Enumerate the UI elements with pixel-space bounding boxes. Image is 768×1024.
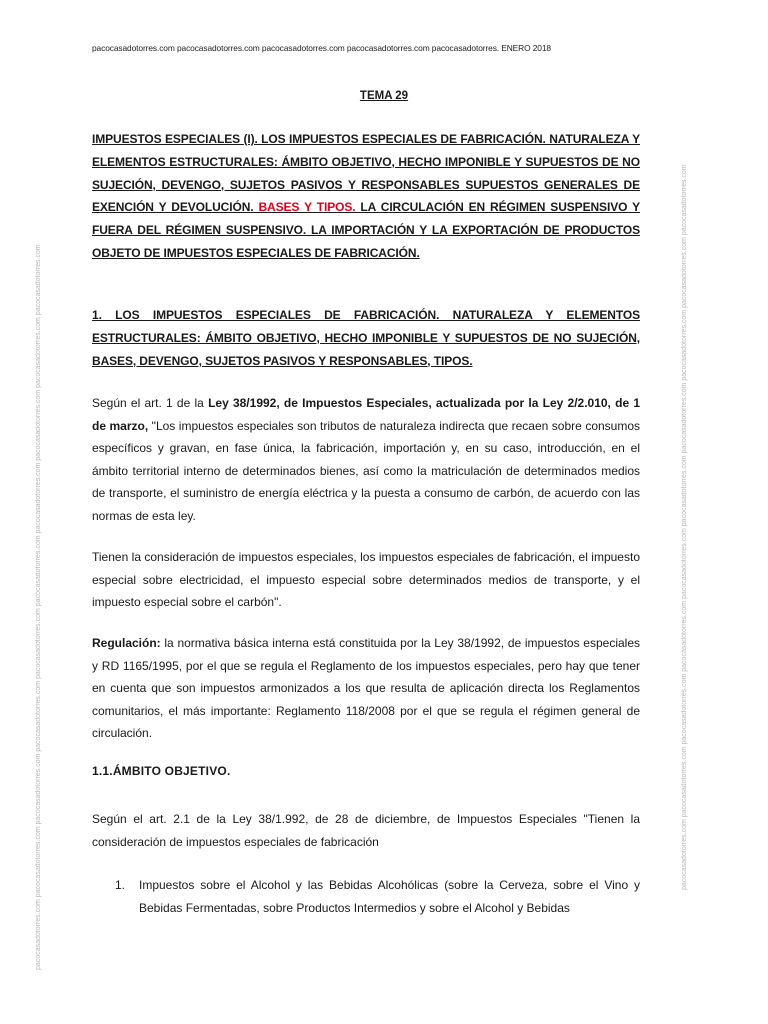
- section-1-1-paragraph-1: Según el art. 2.1 de la Ley 38/1.992, de 28 de diciembre, de Impuestos Especiales "Tienen la consideración de impuestos especiales de fabricación: [92, 812, 640, 849]
- section-1-heading: 1. LOS IMPUESTOS ESPECIALES DE FABRICACIÓN. NATURALEZA Y ELEMENTOS ESTRUCTURALES: ÁMBITO OBJETIVO, HECHO IMPONIBLE Y SUPUESTOS DE NO SUJECIÓN, BASES, DEVENGO, SUJETOS PASIVOS Y RESPONSABLES, TIPOS.: [92, 308, 640, 368]
- topic-title-part2: LA CIRCULACIÓN EN RÉGIMEN SUSPENSIVO Y FUERA DEL RÉGIMEN SUSPENSIVO. LA IMPORTACIÓN Y LA EXPORTACIÓN DE PRODUCTOS OBJETO DE IMPUESTOS ESPECIALES DE FABRICACIÓN.: [92, 200, 640, 260]
- section-1-1-heading: 1.1.ÁMBITO OBJETIVO.: [92, 764, 231, 778]
- list-item-number: 1.: [115, 878, 126, 892]
- section-1-paragraph-1: [92, 392, 640, 527]
- regulation-body: la normativa básica interna está constituida por la Ley 38/1992, de impuestos especiales y RD 1165/1995, por el que se regula el Reglamento de los impuestos especiales, pero hay que tener en cuenta que son impuestos armonizados a los que resulta de aplicación directa los Reglamentos comunitarios, el más importante: Reglamento 118/2008 por el que se regula el régimen general de circulación.: [92, 636, 640, 740]
- paragraph-1-intro: Según el art. 1 de la: [92, 396, 209, 410]
- topic-title-part1: IMPUESTOS ESPECIALES (I). LOS IMPUESTOS ESPECIALES DE FABRICACIÓN. NATURALEZA Y ELEMENTOS ESTRUCTURALES: ÁMBITO OBJETIVO, HECHO IMPONIBLE Y SUPUESTOS DE NO SUJECIÓN, DEVENGO, SUJETOS PASIVOS Y RESPONSABLES SUPUESTOS GENERALES DE EXENCIÓN Y DEVOLUCIÓN.: [92, 132, 640, 215]
- regulation-label: Regulación:: [92, 636, 161, 650]
- section-1-paragraph-3: [92, 632, 640, 745]
- paragraph-1-law-reference: Ley 38/1992, de Impuestos Especiales, actualizada por la Ley 2/2.010, de 1 de marzo,: [92, 396, 641, 433]
- list-item: [115, 874, 640, 919]
- topic-title-highlight: BASES Y TIPOS.: [258, 200, 356, 215]
- watermark-left: [30, 130, 48, 970]
- section-1-paragraph-2: Tienen la consideración de impuestos especiales, los impuestos especiales de fabricación, el impuesto especial sobre electricidad, el impuesto especial sobre determinados medios de transporte, y el impuesto especial sobre el carbón".: [92, 550, 640, 609]
- watermark-left-text: pacocasadotorres.com pacocasadotorres.com pacocasadotorres.com pacocasadotorres.com pacocasadotorres.com pacocasadotorres.com pacocasadotorres.com pacocasadotorres.com pacocasadotorres.com pacocasadotorres.com: [35, 244, 42, 970]
- paragraph-1-body: "Los impuestos especiales son tributos de naturaleza indirecta que recaen sobre consumos específicos y gravan, en fase única, la fabricación, importación y, en su caso, introducción, en el ámbito territorial interno de determinados bienes, así como la matriculación de determinados medios de transporte, el suministro de energía eléctrica y la puesta a consumo de carbón, de acuerdo con las normas de esta ley.: [92, 418, 641, 523]
- topic-number: TEMA 29: [359, 90, 409, 102]
- watermark-right: [676, 50, 694, 890]
- watermark-right-text: pacocasadotorres.com pacocasadotorres.com pacocasadotorres.com pacocasadotorres.com pacocasadotorres.com pacocasadotorres.com pacocasadotorres.com pacocasadotorres.com pacocasadotorres.com pacocasadotorres.com: [681, 164, 688, 890]
- list-item-text: Impuestos sobre el Alcohol y las Bebidas Alcohólicas (sobre la Cerveza, sobre el Vino y Bebidas Fermentadas, sobre Productos Intermedios y sobre el Alcohol y Bebidas: [139, 878, 640, 915]
- topic-title: [92, 128, 640, 265]
- page-header: pacocasadotorres.com pacocasadotorres.com pacocasadotorres.com pacocasadotorres.com pacocasadotorres. ENERO 2018: [92, 43, 551, 53]
